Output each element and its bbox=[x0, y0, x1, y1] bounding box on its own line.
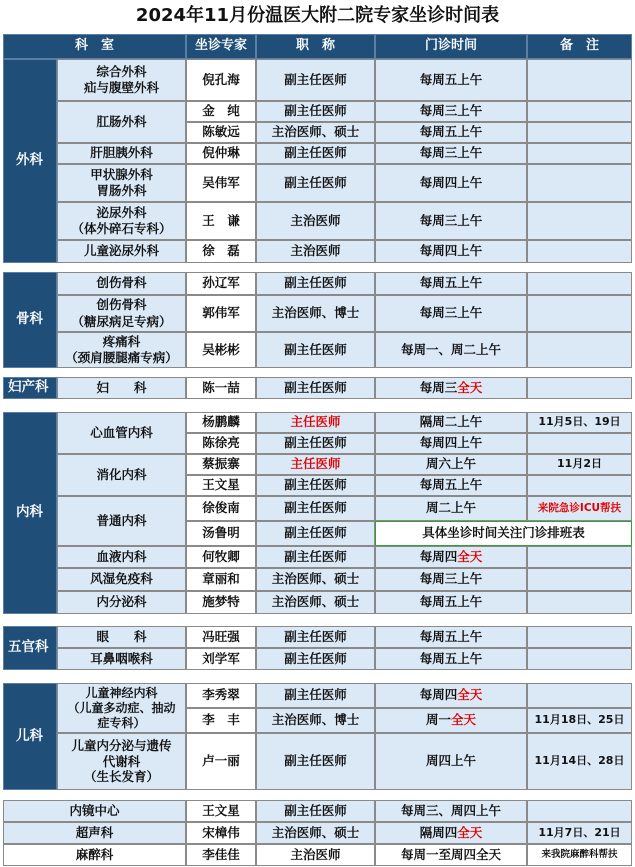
r4-time: 每周四上午 bbox=[375, 164, 527, 202]
r4-doctor: 吴伟军 bbox=[186, 164, 256, 202]
n4-time-red: 全天 bbox=[457, 548, 483, 564]
n5-title: 主治医师、硕士 bbox=[256, 568, 375, 591]
o3-doctor: 李佳佳 bbox=[186, 844, 256, 866]
header-title: 职 称 bbox=[256, 34, 375, 59]
w1-time: 每周五上午 bbox=[375, 626, 527, 648]
n2-time-a: 周六上午 bbox=[375, 454, 527, 475]
o2-time-text: 隔周四 bbox=[419, 824, 458, 840]
g2-dept-line1: 创伤骨科 bbox=[96, 297, 147, 313]
r5-note bbox=[527, 202, 632, 240]
n2-title-b: 副主任医师 bbox=[256, 475, 375, 496]
o1-title: 副主任医师 bbox=[256, 800, 375, 822]
r4-note bbox=[527, 164, 632, 202]
e2-dept-line1: 儿童内分泌与遗传 bbox=[71, 738, 172, 754]
e1-time-b-red: 全天 bbox=[451, 712, 477, 728]
n3-title-a: 副主任医师 bbox=[256, 496, 375, 521]
e1-dept-line3: 症专科） bbox=[97, 715, 146, 730]
g2-time: 每周三上午 bbox=[375, 295, 527, 332]
e2-note: 11月14日、28日 bbox=[527, 733, 632, 790]
n3-time-b: 具体坐诊时间关注门诊排班表 bbox=[375, 521, 632, 546]
g1-time: 每周五上午 bbox=[375, 272, 527, 295]
n6-time: 每周五上午 bbox=[375, 591, 527, 614]
e2-dept-line2: 代谢科 bbox=[102, 753, 141, 769]
o1-time: 每周三、周四上午 bbox=[375, 800, 527, 822]
o3-dept: 麻醉科 bbox=[3, 844, 186, 866]
f1-dept: 妇 科 bbox=[57, 377, 186, 399]
e2-time: 周四上午 bbox=[375, 733, 527, 790]
w2-title: 副主任医师 bbox=[256, 648, 375, 670]
n4-title: 副主任医师 bbox=[256, 546, 375, 568]
group-waike: 外科 bbox=[3, 59, 57, 263]
r6-note bbox=[527, 240, 632, 263]
n1-dept: 心血管内科 bbox=[57, 412, 186, 454]
n4-dept: 血液内科 bbox=[57, 546, 186, 568]
r5-dept-line2: （体外碎石专科） bbox=[71, 221, 172, 236]
r1-note bbox=[527, 59, 632, 101]
o2-time bbox=[375, 822, 527, 844]
n6-dept: 内分泌科 bbox=[57, 591, 186, 614]
n6-title: 主治医师、硕士 bbox=[256, 591, 375, 614]
e2-doctor: 卢一丽 bbox=[186, 733, 256, 790]
group-erke: 儿科 bbox=[3, 683, 57, 790]
r4-dept-line2: 胃肠外科 bbox=[96, 183, 147, 198]
o2-note: 11月7日、21日 bbox=[527, 822, 632, 844]
o1-doctor: 王文星 bbox=[186, 800, 256, 822]
o3-title: 主治医师 bbox=[256, 844, 375, 866]
r4-dept bbox=[57, 164, 186, 202]
n2-doctor-b: 王文星 bbox=[186, 475, 256, 496]
e2-dept-line3: （生长发育） bbox=[83, 769, 159, 785]
f1-doctor: 陈一喆 bbox=[186, 377, 256, 399]
header-doctor: 坐诊专家 bbox=[186, 34, 256, 59]
n3-doctor-a: 徐俊南 bbox=[186, 496, 256, 521]
n2-note-b bbox=[527, 475, 632, 496]
e1-dept-line2: （儿童多动症、抽动 bbox=[67, 700, 176, 715]
n4-time-text: 每周四 bbox=[419, 548, 458, 564]
f1-time-red: 全天 bbox=[457, 379, 483, 395]
r4-title: 副主任医师 bbox=[256, 164, 375, 202]
r2-time-a: 每周三上午 bbox=[375, 101, 527, 122]
w1-title: 副主任医师 bbox=[256, 626, 375, 648]
e1-title-a: 副主任医师 bbox=[256, 683, 375, 708]
n1-time-b: 每周四上午 bbox=[375, 433, 527, 454]
n5-dept: 风湿免疫科 bbox=[57, 568, 186, 591]
r1-time: 每周五上午 bbox=[375, 59, 527, 101]
n4-time bbox=[375, 546, 527, 568]
e1-dept bbox=[57, 683, 186, 733]
n1-doctor-b: 陈徐亮 bbox=[186, 433, 256, 454]
w1-doctor: 冯旺强 bbox=[186, 626, 256, 648]
g2-title: 主治医师、博士 bbox=[256, 295, 375, 332]
g2-dept bbox=[57, 295, 186, 332]
n1-title-a: 主任医师 bbox=[256, 412, 375, 433]
r6-title: 主治医师 bbox=[256, 240, 375, 263]
r2-title-a: 副主任医师 bbox=[256, 101, 375, 122]
n3-doctor-b: 汤鲁明 bbox=[186, 521, 256, 546]
n1-doctor-a: 杨鹏麟 bbox=[186, 412, 256, 433]
n2-time-b: 每周五上午 bbox=[375, 475, 527, 496]
f1-time bbox=[375, 377, 527, 399]
header-dept: 科 室 bbox=[3, 34, 186, 59]
r2-title-b: 主治医师、硕士 bbox=[256, 122, 375, 143]
header-time: 门诊时间 bbox=[375, 34, 527, 59]
group-neike: 内科 bbox=[3, 412, 57, 614]
e2-title: 副主任医师 bbox=[256, 733, 375, 790]
n1-note-a: 11月5日、19日 bbox=[527, 412, 632, 433]
r3-note bbox=[527, 143, 632, 164]
g1-title: 副主任医师 bbox=[256, 272, 375, 295]
r1-dept-line1: 综合外科 bbox=[96, 63, 147, 79]
r3-title: 副主任医师 bbox=[256, 143, 375, 164]
r2-note-b bbox=[527, 122, 632, 143]
r5-dept bbox=[57, 202, 186, 240]
r2-doctor-a: 金 纯 bbox=[186, 101, 256, 122]
r2-time-b: 每周五上午 bbox=[375, 122, 527, 143]
g2-note bbox=[527, 295, 632, 332]
g3-dept-line1: 疼痛科 bbox=[102, 333, 141, 349]
r5-title: 主治医师 bbox=[256, 202, 375, 240]
o2-title: 主治医师、硕士 bbox=[256, 822, 375, 844]
n5-note bbox=[527, 568, 632, 591]
group-guke: 骨科 bbox=[3, 272, 57, 368]
g3-note bbox=[527, 332, 632, 368]
g3-title: 副主任医师 bbox=[256, 332, 375, 368]
o2-dept: 超声科 bbox=[3, 822, 186, 844]
g1-note bbox=[527, 272, 632, 295]
r3-doctor: 倪仲琳 bbox=[186, 143, 256, 164]
e1-doctor-b: 李 丰 bbox=[186, 708, 256, 733]
group-fuchan: 妇产科 bbox=[3, 377, 57, 399]
n2-note-a: 11月2日 bbox=[527, 454, 632, 475]
r2-dept: 肛肠外科 bbox=[57, 101, 186, 143]
f1-time-text: 每周三 bbox=[419, 379, 458, 395]
n2-doctor-a: 蔡振寨 bbox=[186, 454, 256, 475]
r2-doctor-b: 陈敏远 bbox=[186, 122, 256, 143]
n5-doctor: 章丽和 bbox=[186, 568, 256, 591]
w1-dept: 眼 科 bbox=[57, 626, 186, 648]
r6-dept: 儿童泌尿外科 bbox=[57, 240, 186, 263]
w2-dept: 耳鼻咽喉科 bbox=[57, 648, 186, 670]
r1-doctor: 倪孔海 bbox=[186, 59, 256, 101]
g3-time: 每周一、周二上午 bbox=[375, 332, 527, 368]
n6-note bbox=[527, 591, 632, 614]
o1-note bbox=[527, 800, 632, 822]
o3-time: 每周一至周四全天 bbox=[375, 844, 527, 866]
e1-dept-line1: 儿童神经内科 bbox=[85, 685, 158, 700]
e1-time-a-text: 每周四 bbox=[419, 687, 458, 703]
w1-note bbox=[527, 626, 632, 648]
e1-note-b: 11月18日、25日 bbox=[527, 708, 632, 733]
n1-note-b bbox=[527, 433, 632, 454]
o2-time-red: 全天 bbox=[457, 824, 483, 840]
page-title: 2024年11月份温医大附二院专家坐诊时间表 bbox=[135, 5, 500, 26]
n1-time-a: 隔周二上午 bbox=[375, 412, 527, 433]
g3-doctor: 吴彬彬 bbox=[186, 332, 256, 368]
e2-dept bbox=[57, 733, 186, 790]
n3-note-a: 来院急诊ICU帮扶 bbox=[527, 496, 632, 521]
n1-title-b: 副主任医师 bbox=[256, 433, 375, 454]
r5-dept-line1: 泌尿外科 bbox=[96, 204, 147, 220]
r3-time: 每周三上午 bbox=[375, 143, 527, 164]
e1-time-b bbox=[375, 708, 527, 733]
w2-doctor: 刘学军 bbox=[186, 648, 256, 670]
w2-time: 每周五上午 bbox=[375, 648, 527, 670]
r3-dept: 肝胆胰外科 bbox=[57, 143, 186, 164]
g1-dept: 创伤骨科 bbox=[57, 272, 186, 295]
g1-doctor: 孙辽军 bbox=[186, 272, 256, 295]
e1-note-a bbox=[527, 683, 632, 708]
f1-note bbox=[527, 377, 632, 399]
n3-dept: 普通内科 bbox=[57, 496, 186, 546]
g3-dept-line2: （颈肩腰腿痛专病） bbox=[65, 350, 178, 365]
r5-doctor: 王 谦 bbox=[186, 202, 256, 240]
header-note: 备 注 bbox=[527, 34, 632, 59]
o3-note: 来我院麻醉科帮扶 bbox=[527, 844, 632, 866]
o1-dept: 内镜中心 bbox=[3, 800, 186, 822]
r6-doctor: 徐 磊 bbox=[186, 240, 256, 263]
e1-time-b-text: 周一 bbox=[425, 712, 451, 728]
row-r1-dept bbox=[57, 59, 186, 101]
r4-dept-line1: 甲状腺外科 bbox=[90, 166, 153, 182]
n3-title-b: 副主任医师 bbox=[256, 521, 375, 546]
r6-time: 每周四上午 bbox=[375, 240, 527, 263]
f1-title: 副主任医师 bbox=[256, 377, 375, 399]
g2-doctor: 郭伟军 bbox=[186, 295, 256, 332]
e1-title-b: 主治医师、博士 bbox=[256, 708, 375, 733]
g3-dept bbox=[57, 332, 186, 368]
group-wuguan: 五官科 bbox=[3, 626, 57, 670]
e1-time-a-red: 全天 bbox=[457, 687, 483, 703]
o2-doctor: 宋樟伟 bbox=[186, 822, 256, 844]
n5-time: 每周三上午 bbox=[375, 568, 527, 591]
e1-time-a bbox=[375, 683, 527, 708]
n3-time-a: 周二上午 bbox=[375, 496, 527, 521]
g2-dept-line2: （糖尿病足专病） bbox=[71, 313, 172, 329]
n4-note bbox=[527, 546, 632, 568]
r2-note-a bbox=[527, 101, 632, 122]
r1-dept-line2: 疝与腹壁外科 bbox=[83, 80, 159, 95]
r5-time: 每周三上午 bbox=[375, 202, 527, 240]
n4-doctor: 何牧卿 bbox=[186, 546, 256, 568]
w2-note bbox=[527, 648, 632, 670]
n6-doctor: 施梦特 bbox=[186, 591, 256, 614]
e1-doctor-a: 李秀翠 bbox=[186, 683, 256, 708]
r1-title: 副主任医师 bbox=[256, 59, 375, 101]
n2-dept: 消化内科 bbox=[57, 454, 186, 496]
n2-title-a: 主任医师 bbox=[256, 454, 375, 475]
